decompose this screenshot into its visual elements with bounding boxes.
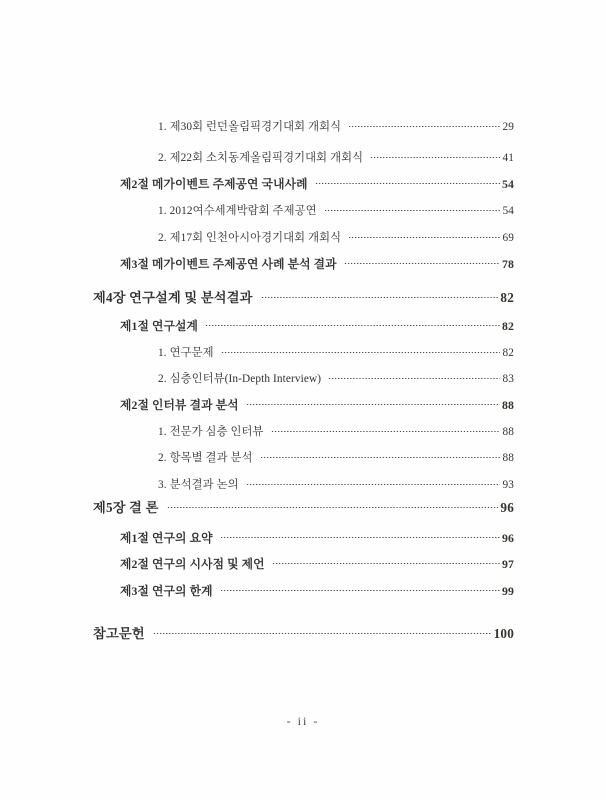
toc-entry-item[interactable] — [158, 371, 514, 386]
toc-entry-item[interactable] — [158, 450, 514, 465]
toc-entry-page-number: 54 — [502, 176, 514, 191]
toc-entry-section[interactable] — [120, 318, 514, 333]
dot-leader — [220, 530, 500, 542]
toc-entry-label: 3. 분석결과 논의 — [158, 479, 239, 492]
toc-entry-item[interactable] — [158, 203, 514, 218]
toc-entry-label: 1. 전문가 심층 인터뷰 — [158, 426, 264, 439]
toc-entry-section[interactable] — [120, 176, 514, 191]
toc-entry-page-number: 96 — [500, 500, 514, 516]
toc-entry-page-number: 88 — [502, 426, 514, 439]
toc-entry-section[interactable] — [120, 256, 514, 271]
dot-leader — [246, 477, 500, 488]
page-number-footer: - ii - — [286, 714, 320, 728]
dot-leader — [344, 256, 500, 268]
toc-entry-label: 제3절 메가이벤트 주제공연 사례 분석 결과 — [120, 256, 337, 271]
dot-leader — [220, 583, 500, 595]
toc-entry-label: 제1절 연구의 요약 — [120, 530, 213, 545]
toc-entry-item[interactable] — [158, 150, 514, 165]
dot-leader — [205, 318, 500, 330]
toc-entry-label: 2. 제22회 소치동계올림픽경기대회 개회식 — [158, 152, 364, 165]
toc-entry-label: 1. 제30회 런던올림픽경기대회 개회식 — [158, 121, 342, 134]
toc-entry-label: 제1절 연구설계 — [120, 318, 199, 333]
toc-entry-page-number: 83 — [502, 373, 514, 386]
toc-entry-page-number: 69 — [502, 232, 514, 245]
toc-entry-page-number: 82 — [502, 318, 514, 333]
toc-entry-label: 2. 제17회 인천아시아경기대회 개회식 — [158, 232, 342, 245]
dot-leader — [271, 424, 500, 435]
toc-entry-page-number: 99 — [502, 583, 514, 598]
toc-entry-label: 2. 항목별 결과 분석 — [158, 452, 253, 465]
dot-leader — [153, 625, 491, 638]
toc-entry-item[interactable] — [158, 477, 514, 492]
toc-entry-biblio[interactable] — [93, 625, 514, 640]
toc-entry-label: 참고문헌 — [93, 626, 145, 642]
dot-leader — [348, 119, 500, 130]
dot-leader — [167, 499, 498, 512]
dot-leader — [348, 230, 500, 241]
dot-leader — [370, 150, 500, 161]
toc-entry-page-number: 78 — [502, 256, 514, 271]
toc-entry-section[interactable] — [120, 556, 514, 571]
toc-entry-page-number: 88 — [502, 452, 514, 465]
toc-entry-page-number: 100 — [493, 626, 514, 642]
dot-leader — [260, 450, 500, 461]
toc-entry-page-number: 88 — [502, 397, 514, 412]
toc-entry-item[interactable] — [158, 424, 514, 439]
toc-entry-item[interactable] — [158, 119, 514, 134]
toc-entry-label: 1. 2012여수세계박람회 주제공연 — [158, 205, 317, 218]
toc-entry-label: 제2절 인터뷰 결과 분석 — [120, 397, 239, 412]
dot-leader — [324, 203, 500, 214]
toc-entry-label: 제2절 메가이벤트 주제공연 국내사례 — [120, 176, 308, 191]
dot-leader — [221, 345, 500, 356]
toc-entry-section[interactable] — [120, 583, 514, 598]
toc-entry-page-number: 82 — [502, 347, 514, 360]
toc-entry-label: 제3절 연구의 한계 — [120, 583, 213, 598]
toc-entry-section[interactable] — [120, 397, 514, 412]
toc-entry-page-number: 82 — [500, 290, 514, 306]
toc-entry-item[interactable] — [158, 230, 514, 245]
toc-entry-page-number: 54 — [502, 205, 514, 218]
dot-leader — [315, 176, 500, 188]
toc-entry-label: 제5장 결 론 — [93, 500, 159, 516]
toc-entry-item[interactable] — [158, 345, 514, 360]
toc-entry-chapter[interactable] — [93, 499, 514, 514]
toc-entry-page-number: 96 — [502, 530, 514, 545]
toc-entry-page-number: 29 — [502, 121, 514, 134]
toc-entry-section[interactable] — [120, 530, 514, 545]
toc-entry-page-number: 93 — [502, 479, 514, 492]
toc-entry-page-number: 97 — [502, 556, 514, 571]
toc-entry-label: 제2절 연구의 시사점 및 제언 — [120, 556, 265, 571]
dot-leader — [246, 397, 500, 409]
dot-leader — [261, 289, 498, 302]
toc-entry-label: 2. 심층인터뷰(In-Depth Interview) — [158, 373, 322, 386]
dot-leader — [328, 371, 500, 382]
toc-entry-label: 제4장 연구설계 및 분석결과 — [93, 290, 253, 306]
toc-entry-page-number: 41 — [502, 152, 514, 165]
dot-leader — [272, 556, 500, 568]
toc-entry-chapter[interactable] — [93, 289, 514, 304]
toc-entry-label: 1. 연구문제 — [158, 347, 214, 360]
